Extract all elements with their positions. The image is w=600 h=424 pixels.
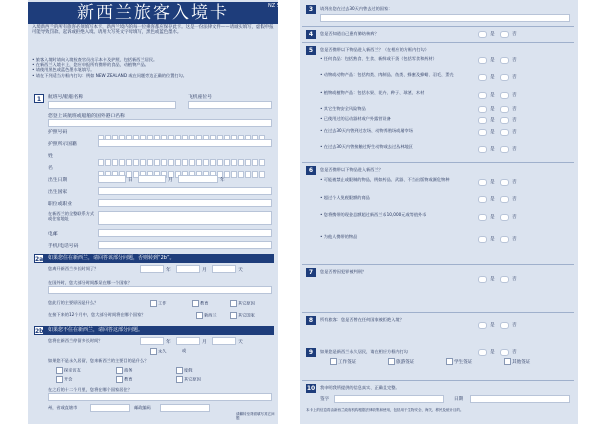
next-other-label: 其它国家 [238, 312, 255, 318]
q9-number: 9 [306, 348, 316, 357]
reason-education-label: 教育 [200, 300, 209, 306]
q6-item: • 超过个人免税限额的商品 [320, 195, 370, 200]
q9-yes-label: 是 [490, 350, 495, 355]
stay-days-input[interactable] [212, 337, 236, 345]
q10-number: 10 [306, 385, 316, 392]
year-unit: 年 [220, 178, 225, 183]
instruction-item: • 请在下列适当方框内打勾：例如 NEW ZEALAND 或在问题旁边正确的位置打勾。 [32, 72, 187, 78]
phone-label: 手机/电话号码 [48, 244, 79, 249]
q6-item-yes-box[interactable] [478, 214, 487, 221]
divider [302, 264, 574, 265]
purpose-option-visit[interactable] [56, 367, 81, 374]
q5-item-yes-label: 是 [490, 93, 495, 98]
residence-country-input[interactable] [48, 393, 272, 401]
reason-option-other[interactable] [230, 300, 255, 307]
purpose-option-holiday[interactable] [176, 367, 192, 374]
q6-number: 6 [306, 166, 316, 175]
instruction-list [32, 57, 274, 78]
birth-date-label: 出生日期 [48, 178, 68, 183]
card-title: 新西兰旅客入境卡 [28, 2, 278, 24]
purpose-option-education[interactable] [116, 376, 132, 383]
q5-item: • 任何食品：包括熟食、生食、新鲜或干货（包括零食和药材） [320, 56, 437, 61]
q5-item-no-box[interactable] [500, 92, 509, 99]
signature-label: 签字 [320, 397, 330, 402]
q6-item: • 您将携带的现金总额超过新西兰币10,000元或等值外币 [320, 212, 427, 217]
nz-address-input[interactable] [98, 211, 272, 225]
q5-item-yes-label: 是 [490, 147, 495, 152]
or-text: 或 [182, 348, 187, 353]
q8-yes-box[interactable] [478, 322, 487, 329]
q4-number: 4 [306, 30, 316, 39]
q6-text: 您是否携带以下物品进入新西兰？ [320, 167, 383, 172]
months-unit: 月 [202, 268, 207, 273]
q5-item-yes-label: 是 [490, 130, 495, 135]
q5-item-yes-box[interactable] [478, 92, 487, 99]
q5-item-no-box[interactable] [500, 57, 509, 64]
q6-item-yes-box[interactable] [478, 196, 487, 203]
q10-text: 我申明我所提供的信息真实、正确且完整。 [320, 385, 400, 390]
section-2a-title: 如果您住在新西兰，请回答该部分问题，否则转到“2b”。 [48, 255, 175, 261]
q7-yes-box[interactable] [478, 276, 487, 283]
visa-option-student[interactable] [446, 358, 472, 365]
occupation-label: 职位或职业 [48, 202, 72, 207]
next-country-question: 在接下来的12个月中，您大部分时间将在哪个国家？ [48, 312, 146, 317]
visa-student-label: 学生签证 [454, 360, 473, 365]
purpose-visit-label: 探亲访友 [64, 367, 81, 373]
birth-year-input[interactable] [178, 175, 218, 183]
q5-item-yes-box[interactable] [478, 117, 487, 124]
q5-item-yes-label: 是 [490, 75, 495, 80]
seat-number-input[interactable] [188, 101, 272, 109]
q4-yes-label: 是 [490, 32, 495, 37]
flight-number-input[interactable] [48, 101, 176, 109]
q6-item-no-box[interactable] [500, 214, 509, 221]
q5-text: 您是否携带以下物品进入新西兰？（在相应的方框内打勾） [320, 47, 429, 52]
instruction-item: • 请使用黑色或蓝色墨水笔填写。 [32, 67, 95, 73]
q7-no-box[interactable] [500, 276, 509, 283]
surname-label: 姓 [48, 154, 53, 159]
q8-text: 所有旅客：您是否曾在任何国家被拒绝入境？ [320, 317, 404, 322]
q6-item-no-label: 否 [512, 237, 517, 242]
q3-number: 3 [306, 5, 316, 14]
nationality-label: 护照所示国籍 [48, 142, 77, 147]
q5-item: • 已使用过的运动器材或户外露营设备 [320, 116, 391, 121]
q4-text: 您是否知道自己患有肺结核病？ [320, 31, 379, 36]
section-2a-header [34, 254, 274, 263]
q4-no-box[interactable] [500, 31, 509, 38]
given-name-label: 名 [48, 166, 53, 171]
next-nz-label: 新西兰 [204, 312, 217, 318]
q5-item-no-label: 否 [512, 107, 517, 112]
country-spent-input[interactable] [48, 286, 272, 294]
q9-text: 如果您是新西兰永久居民，请在相应方框内打勾 [320, 349, 408, 354]
q5-item-yes-box[interactable] [478, 129, 487, 136]
reason-option-work[interactable] [150, 300, 166, 307]
stay-days-unit: 天 [238, 340, 243, 345]
postcode-input[interactable] [160, 404, 210, 412]
next-option-other[interactable] [230, 312, 255, 319]
flight-label: 航班号/船舶名称 [48, 95, 84, 100]
q5-item: • 其它生物安全风险物品 [320, 106, 366, 111]
intro-text: 入境新西兰的所有旅客必须填写本卡，新西兰境内的每一位乘客都应保存此卡。这是一份法律文件——请诚实填写，虚假申报可能导致罚款、起诉或拒绝入境。请用大写英文字母填写，黑色或蓝色墨水。 [32, 25, 274, 36]
q5-item-no-box[interactable] [500, 106, 509, 113]
date-input[interactable] [470, 395, 570, 403]
away-duration-question: 您离开新西兰多长时间了？ [48, 266, 99, 271]
q5-item-no-label: 否 [512, 58, 517, 63]
q6-item-yes-label: 是 [490, 180, 495, 185]
form-code: NZ 501 [268, 3, 287, 9]
q6-item-no-label: 否 [512, 180, 517, 185]
q6-item-no-label: 否 [512, 197, 517, 202]
passport-label: 护照号码 [48, 130, 68, 135]
section-2b-header [34, 326, 274, 335]
date-label: 日期 [454, 397, 464, 402]
birth-country-label: 出生国家 [48, 190, 68, 195]
visit-purpose-question: 如果您不是永久居留，您来新西兰的主要目的是什么？ [48, 358, 149, 363]
phone-input[interactable] [98, 241, 272, 249]
q7-number: 7 [306, 268, 316, 277]
q7-yes-label: 是 [490, 277, 495, 282]
state-label: 州，省或直辖市 [48, 405, 78, 410]
email-label: 电邮 [48, 232, 58, 237]
visa-option-visitor[interactable] [388, 358, 414, 365]
purpose-option-conference[interactable] [56, 376, 72, 383]
privacy-footer: 本卡上的信息将由新西兰政府机构根据法律收集和使用，包括用于生物安全、海关、移民及统计目的。 [306, 408, 464, 412]
residence-country-question: 在之后的十二个月里，您将在哪个国家居住？ [48, 387, 132, 392]
postcode-label: 邮政编码 [134, 405, 151, 410]
q5-item-yes-box[interactable] [478, 57, 487, 64]
state-input[interactable] [90, 404, 130, 412]
divider [302, 26, 574, 27]
q5-number: 5 [306, 46, 316, 55]
q8-no-box[interactable] [500, 322, 509, 329]
instruction-item: • 旅客入境时请向入境检查官员出示本卡及护照，包括新西兰居民。 [32, 57, 158, 62]
stay-years-input[interactable] [140, 337, 164, 345]
q5-item-no-label: 否 [512, 130, 517, 135]
visa-work-label: 工作签证 [338, 360, 357, 365]
q6-item-no-box[interactable] [500, 196, 509, 203]
divider [302, 312, 574, 313]
q8-no-label: 否 [512, 323, 517, 328]
purpose-holiday-label: 度假 [184, 367, 193, 373]
port-label: 您登上该航班或船舶的国外港口名称 [48, 114, 125, 119]
q4-yes-box[interactable] [478, 31, 487, 38]
trip-reason-question: 您此行的主要原因是什么？ [48, 300, 99, 305]
stay-months-input[interactable] [176, 337, 200, 345]
q6-item-yes-label: 是 [490, 237, 495, 242]
q6-item-no-label: 否 [512, 215, 517, 220]
reason-work-label: 工作 [158, 300, 167, 306]
section-2b-number: 2b [35, 328, 44, 335]
q6-item-no-box[interactable] [500, 179, 509, 186]
visa-other-label: 其他签证 [512, 360, 531, 365]
q5-item-no-label: 否 [512, 93, 517, 98]
q5-item: • 在过去30天内曾接触过野生动物或去过丛林地区 [320, 144, 413, 149]
q6-item: • 为他人携带的物品 [320, 234, 358, 239]
visa-option-work[interactable] [330, 358, 356, 365]
q6-item-yes-box[interactable] [478, 236, 487, 243]
section-2b-title: 如果您不住在新西兰，请回答这部分问题。 [48, 327, 144, 333]
purpose-education-label: 教育 [124, 376, 133, 382]
birth-country-input[interactable] [98, 187, 272, 195]
divider [302, 380, 574, 381]
q5-item-no-label: 否 [512, 75, 517, 80]
divider [302, 162, 574, 163]
country-spent-question: 在国外时，您大部分时间都呆在哪一个国家？ [48, 280, 132, 285]
instruction-item: • 在新西兰入境卡上，您应申报所有携带的食品，动植物产品。 [32, 62, 149, 68]
month-unit: 月 [168, 178, 173, 183]
q5-item-yes-label: 是 [490, 118, 495, 123]
day-unit: 日 [128, 178, 133, 183]
q5-item: • 在过去30天内曾到过农场、动物养殖场或屠宰场 [320, 128, 413, 133]
q7-text: 您是否曾因犯罪被判刑？ [320, 269, 367, 274]
q5-item-no-label: 否 [512, 118, 517, 123]
q5-item-no-box[interactable] [500, 74, 509, 81]
signature-input[interactable] [334, 395, 444, 403]
divider [302, 42, 574, 43]
q5-item-no-box[interactable] [500, 146, 509, 153]
years-unit: 年 [166, 268, 171, 273]
next-option-nz[interactable] [196, 312, 217, 319]
stay-duration-question: 您将在新西兰停留多长时间？ [48, 338, 103, 343]
q5-item-yes-box[interactable] [478, 74, 487, 81]
section-2a-number: 2a [35, 256, 44, 263]
q8-number: 8 [306, 316, 316, 325]
purpose-conference-label: 开会 [64, 376, 73, 382]
turn-over-note: 请翻转至背面填写其它问题 [236, 412, 275, 421]
q6-item-yes-box[interactable] [478, 179, 487, 186]
purpose-business-label: 商务 [124, 367, 133, 373]
reason-other-label: 其它原因 [238, 300, 255, 306]
occupation-input[interactable] [98, 199, 272, 207]
stay-years-unit: 年 [166, 340, 171, 345]
q5-item-no-label: 否 [512, 147, 517, 152]
section-1-number: 1 [34, 94, 44, 103]
q6-item-yes-label: 是 [490, 197, 495, 202]
reason-option-education[interactable] [192, 300, 208, 307]
visa-visitor-label: 旅游签证 [396, 360, 415, 365]
q3-text: 请列出您在过去30天内曾去过的国家： [320, 6, 393, 11]
q8-yes-label: 是 [490, 323, 495, 328]
q6-item-no-box[interactable] [500, 236, 509, 243]
purpose-option-other[interactable] [176, 376, 201, 383]
visa-option-other[interactable] [504, 358, 530, 365]
seat-label: 飞机座位号 [188, 95, 212, 100]
q9-no-box[interactable] [500, 349, 509, 356]
q5-item-no-box[interactable] [500, 129, 509, 136]
birth-month-input[interactable] [138, 175, 166, 183]
q6-item-yes-label: 是 [490, 215, 495, 220]
nz-address-label: 在新西兰的全整联系方式或住宿地址 [48, 211, 95, 221]
birth-day-input[interactable] [98, 175, 126, 183]
away-days-input[interactable] [212, 265, 236, 273]
q7-no-label: 否 [512, 277, 517, 282]
away-months-input[interactable] [176, 265, 200, 273]
away-years-input[interactable] [140, 265, 164, 273]
q5-item: • 动物或动物产品：包括肉类、肉制品、鱼类、蜂蜜及蜂蜡、羽毛、蛋壳 [320, 72, 454, 77]
q5-item-yes-box[interactable] [478, 146, 487, 153]
permanent-label: 永久 [158, 348, 167, 354]
days-unit: 天 [238, 268, 243, 273]
nationality-input[interactable] [98, 139, 272, 147]
q5-item-yes-box[interactable] [478, 106, 487, 113]
email-input[interactable] [98, 229, 272, 237]
q6-item: • 可能被禁止或限制的物品，例如药品、武器、不当出版物或濒危物种 [320, 177, 450, 182]
port-input[interactable] [48, 119, 272, 127]
q5-item-no-box[interactable] [500, 117, 509, 124]
purpose-option-business[interactable] [116, 367, 132, 374]
q4-no-label: 否 [512, 32, 517, 37]
purpose-other-label: 其它原因 [184, 376, 201, 382]
q3-countries-input[interactable] [320, 14, 570, 22]
q5-item: • 植物或植物产品：包括水果、花卉、种子、球茎、木材 [320, 90, 425, 95]
q9-no-label: 否 [512, 350, 517, 355]
q9-yes-box[interactable] [478, 349, 487, 356]
q5-item-yes-label: 是 [490, 58, 495, 63]
permanent-option[interactable] [150, 348, 166, 355]
stay-months-unit: 月 [202, 340, 207, 345]
q5-item-yes-label: 是 [490, 107, 495, 112]
